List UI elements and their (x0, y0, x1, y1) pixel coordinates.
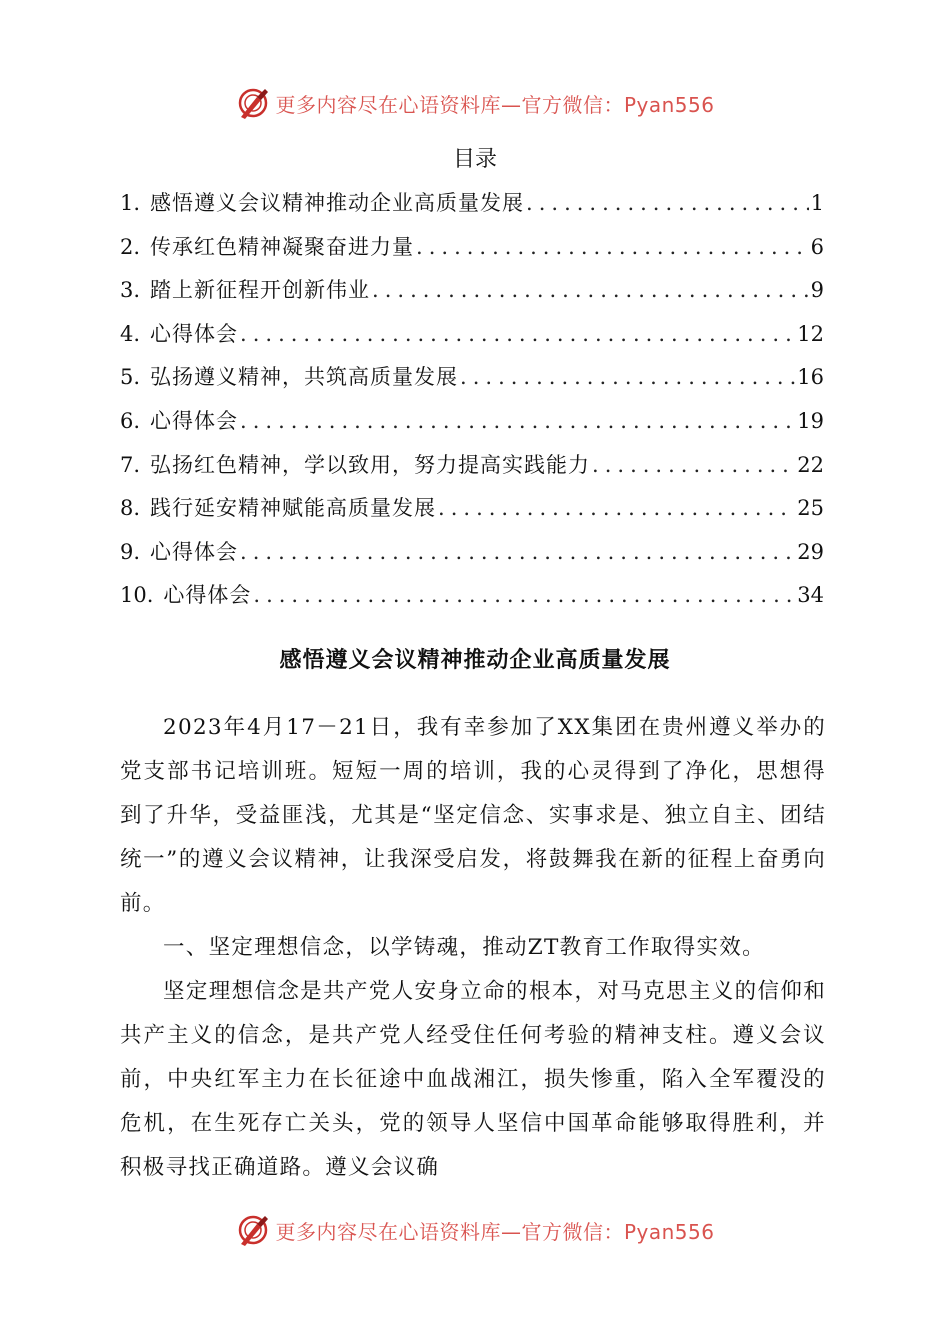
article-body (120, 706, 826, 1190)
toc-item-label: 踏上新征程开创新伟业 (150, 278, 371, 303)
toc-item-page: 9 (810, 278, 824, 303)
toc-item-number: 10. (120, 583, 154, 608)
toc-item-label: 感悟遵义会议精神推动企业高质量发展 (150, 191, 525, 215)
toc-item-page: 25 (797, 496, 824, 521)
section-heading: 一、坚定理想信念，以学铸魂，推动ZT教育工作取得实效。 (163, 935, 765, 960)
watermark-text: 更多内容尽在心语资料库—官方微信：Pyan556 (275, 1219, 715, 1244)
toc-leader-dots (253, 574, 795, 618)
toc-item[interactable] (120, 531, 824, 575)
toc-leader-dots (240, 531, 795, 575)
pen-nib-circle-icon (235, 1212, 271, 1248)
toc-item[interactable] (120, 444, 824, 488)
pen-nib-circle-icon (235, 85, 271, 121)
toc-item-page: 12 (797, 321, 824, 346)
toc-leader-dots (526, 182, 809, 226)
toc-item-number: 6. (120, 408, 141, 433)
toc-item-label: 弘扬遵义精神，共筑高质量发展 (150, 365, 459, 390)
toc-leader-dots (460, 356, 795, 400)
toc-item-page: 34 (797, 583, 824, 608)
toc-item-page: 29 (797, 539, 824, 564)
toc-item-page: 6 (810, 234, 824, 259)
toc-item-number: 7. (120, 452, 141, 477)
toc-leader-dots (592, 444, 795, 488)
toc-item[interactable] (120, 182, 824, 226)
toc-item[interactable] (120, 269, 824, 313)
paragraph: 坚定理想信念是共产党人安身立命的根本，对马克思主义的信仰和共产主义的信念，是共产党人经受住任何考验的精神支柱。遵义会议前，中央红军主力在长征途中血战湘江，损失惨重，陷入全军覆没的危机，在生死存亡关头，党的领导人坚信中国革命能够取得胜利，并积极寻找正确道路。遵义会议确 (120, 979, 826, 1180)
toc-item-number: 9. (120, 539, 141, 564)
header-watermark (0, 83, 950, 123)
toc-item-label: 心得体会 (150, 321, 239, 346)
toc-item-label: 心得体会 (150, 539, 239, 564)
toc-leader-dots (416, 226, 809, 270)
toc-item[interactable] (120, 313, 824, 357)
article-title: 感悟遵义会议精神推动企业高质量发展 (279, 648, 671, 673)
toc-item-page: 16 (797, 365, 824, 390)
toc-item-number: 4. (120, 321, 141, 346)
toc-item-number: 1. (120, 191, 141, 215)
toc-item[interactable] (120, 574, 824, 618)
paragraph: 2023年4月17－21日，我有幸参加了XX集团在贵州遵义举办的党支部书记培训班。短短一周的培训，我的心灵得到了净化，思想得到了升华，受益匪浅，尤其是“坚定信念、实事求是、独立自主、团结统一”的遵义会议精神，让我深受启发，将鼓舞我在新的征程上奋勇向前。 (120, 715, 826, 916)
toc-item-label: 心得体会 (163, 583, 252, 608)
toc-item[interactable] (120, 487, 824, 531)
toc-leader-dots (438, 487, 795, 531)
footer-watermark (0, 1210, 950, 1250)
table-of-contents (120, 182, 824, 618)
watermark-text: 更多内容尽在心语资料库—官方微信：Pyan556 (275, 92, 715, 117)
toc-leader-dots (240, 400, 795, 444)
toc-item-page: 19 (797, 408, 824, 433)
toc-item[interactable] (120, 356, 824, 400)
toc-item-page: 1 (810, 191, 824, 215)
toc-item-number: 2. (120, 234, 141, 259)
toc-item-label: 心得体会 (150, 408, 239, 433)
toc-item-page: 22 (797, 452, 824, 477)
toc-item[interactable] (120, 400, 824, 444)
toc-leader-dots (372, 269, 809, 313)
toc-item-label: 弘扬红色精神，学以致用，努力提高实践能力 (150, 452, 591, 477)
toc-item[interactable] (120, 226, 824, 270)
toc-item-number: 3. (120, 278, 141, 303)
toc-leader-dots (240, 313, 795, 357)
toc-title: 目录 (452, 147, 497, 172)
toc-item-label: 践行延安精神赋能高质量发展 (150, 496, 437, 521)
toc-item-label: 传承红色精神凝聚奋进力量 (150, 234, 415, 259)
toc-item-number: 5. (120, 365, 141, 390)
toc-item-number: 8. (120, 496, 141, 521)
